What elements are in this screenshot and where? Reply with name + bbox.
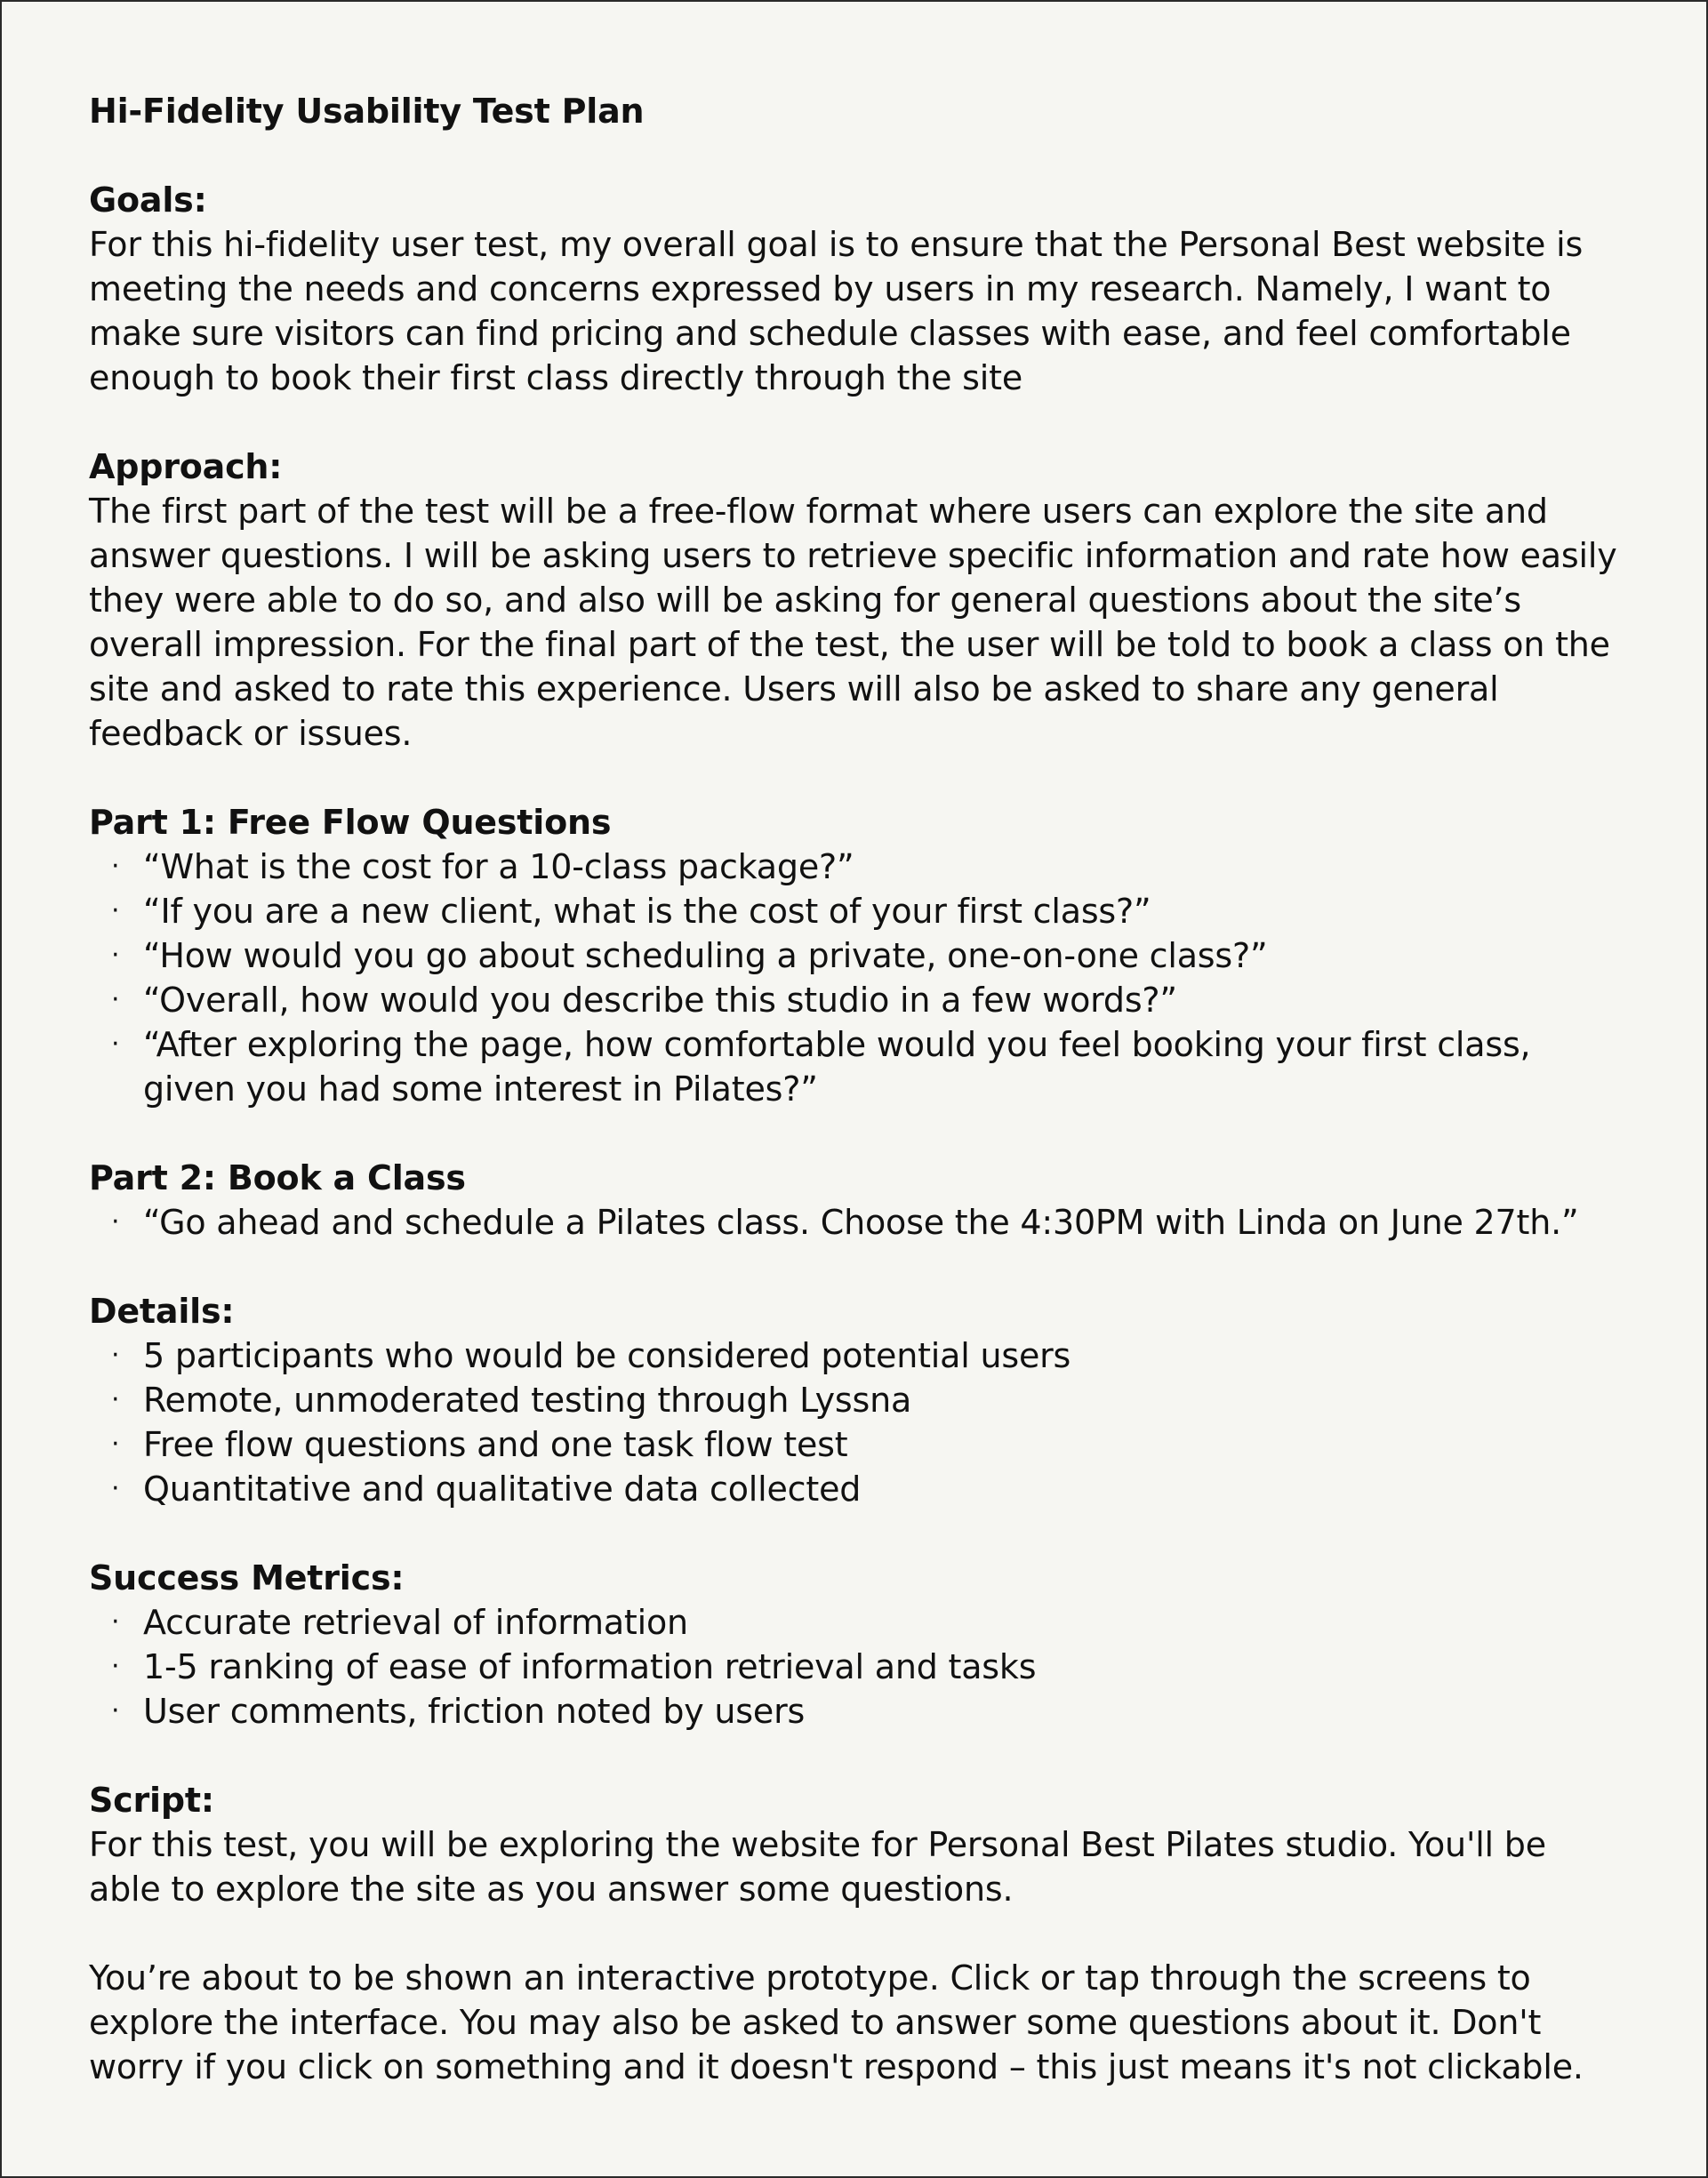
list-item xyxy=(89,1689,1626,1734)
success-metrics-list xyxy=(89,1600,1626,1734)
list-item xyxy=(89,889,1626,933)
part2-task-list xyxy=(89,1200,1626,1245)
bullet-icon: · xyxy=(111,984,120,1015)
bullet-icon: · xyxy=(111,1429,120,1460)
part1-heading: Part 1: Free Flow Questions xyxy=(89,803,612,842)
bullet-icon: · xyxy=(111,1029,120,1060)
part2-heading: Part 2: Book a Class xyxy=(89,1158,466,1197)
bullet-icon: · xyxy=(111,1206,120,1237)
bullet-icon: · xyxy=(111,851,120,882)
script-section xyxy=(89,1778,1626,2089)
detail-text: 5 participants who would be considered potential users xyxy=(143,1336,1071,1375)
list-item xyxy=(89,1200,1626,1245)
bullet-icon: · xyxy=(111,1651,120,1682)
detail-text: Quantitative and qualitative data collected xyxy=(143,1469,862,1509)
metric-text: 1-5 ranking of ease of information retrieval and tasks xyxy=(143,1647,1037,1686)
question-text: “How would you go about scheduling a private, one-on-one class?” xyxy=(143,936,1268,975)
metric-text: User comments, friction noted by users xyxy=(143,1692,806,1731)
bullet-icon: · xyxy=(111,1695,120,1726)
detail-text: Free flow questions and one task flow test xyxy=(143,1425,848,1464)
bullet-icon: · xyxy=(111,1473,120,1504)
question-text: “Overall, how would you describe this studio in a few words?” xyxy=(143,981,1177,1020)
details-list xyxy=(89,1333,1626,1511)
approach-text: The first part of the test will be a free-flow format where users can explore the site and answer questions. I will be asking users to retrieve specific information and rate how easily they were able to do so, and also will be asking for general questions about the site’s overall impression. For the final part of the test, the user will be told to book a class on the site and asked to rate this experience. Users will also be asked to share any general feedback or issues. xyxy=(89,492,1617,753)
question-text: “If you are a new client, what is the cost of your first class?” xyxy=(143,892,1151,931)
success-metrics-section xyxy=(89,1556,1626,1734)
list-item xyxy=(89,845,1626,889)
goals-section xyxy=(89,178,1626,400)
question-text: “After exploring the page, how comfortable would you feel booking your first class, given you had some interest in Pilates?” xyxy=(143,1025,1531,1109)
list-item xyxy=(89,933,1626,978)
details-heading: Details: xyxy=(89,1292,235,1331)
part1-question-list xyxy=(89,845,1626,1111)
script-heading: Script: xyxy=(89,1781,214,1820)
list-item xyxy=(89,978,1626,1022)
bullet-icon: · xyxy=(111,895,120,926)
metric-text: Accurate retrieval of information xyxy=(143,1603,688,1642)
list-item xyxy=(89,1022,1626,1111)
approach-section xyxy=(89,444,1626,756)
document-title: Hi-Fidelity Usability Test Plan xyxy=(89,92,645,131)
list-item xyxy=(89,1378,1626,1422)
list-item xyxy=(89,1422,1626,1467)
bullet-icon: · xyxy=(111,940,120,971)
part2-section xyxy=(89,1156,1626,1245)
list-item xyxy=(89,1467,1626,1511)
details-section xyxy=(89,1289,1626,1511)
part1-section xyxy=(89,800,1626,1111)
list-item xyxy=(89,1645,1626,1689)
list-item xyxy=(89,1333,1626,1378)
task-text: “Go ahead and schedule a Pilates class. Choose the 4:30PM with Linda on June 27th.” xyxy=(143,1203,1579,1242)
list-item xyxy=(89,1600,1626,1645)
goals-heading: Goals: xyxy=(89,180,207,220)
bullet-icon: · xyxy=(111,1384,120,1415)
script-paragraph-1: For this test, you will be exploring the website for Personal Best Pilates studio. You'll be able to explore the site as you answer some questions. xyxy=(89,1825,1546,1909)
bullet-icon: · xyxy=(111,1340,120,1371)
question-text: “What is the cost for a 10-class package?” xyxy=(143,847,854,886)
bullet-icon: · xyxy=(111,1606,120,1638)
success-metrics-heading: Success Metrics: xyxy=(89,1558,405,1597)
goals-text: For this hi-fidelity user test, my overall goal is to ensure that the Personal Best website is meeting the needs and concerns expressed by users in my research. Namely, I want to make sure visitors can find pricing and schedule classes with ease, and feel comfortable enough to book their first class directly through the site xyxy=(89,225,1584,397)
approach-heading: Approach: xyxy=(89,447,283,486)
script-paragraph-2: You’re about to be shown an interactive prototype. Click or tap through the screens to explore the interface. You may also be asked to answer some questions about it. Don't worry if you click on something and it doesn't respond – this just means it's not clickable. xyxy=(89,1958,1584,2086)
detail-text: Remote, unmoderated testing through Lyssna xyxy=(143,1381,912,1420)
